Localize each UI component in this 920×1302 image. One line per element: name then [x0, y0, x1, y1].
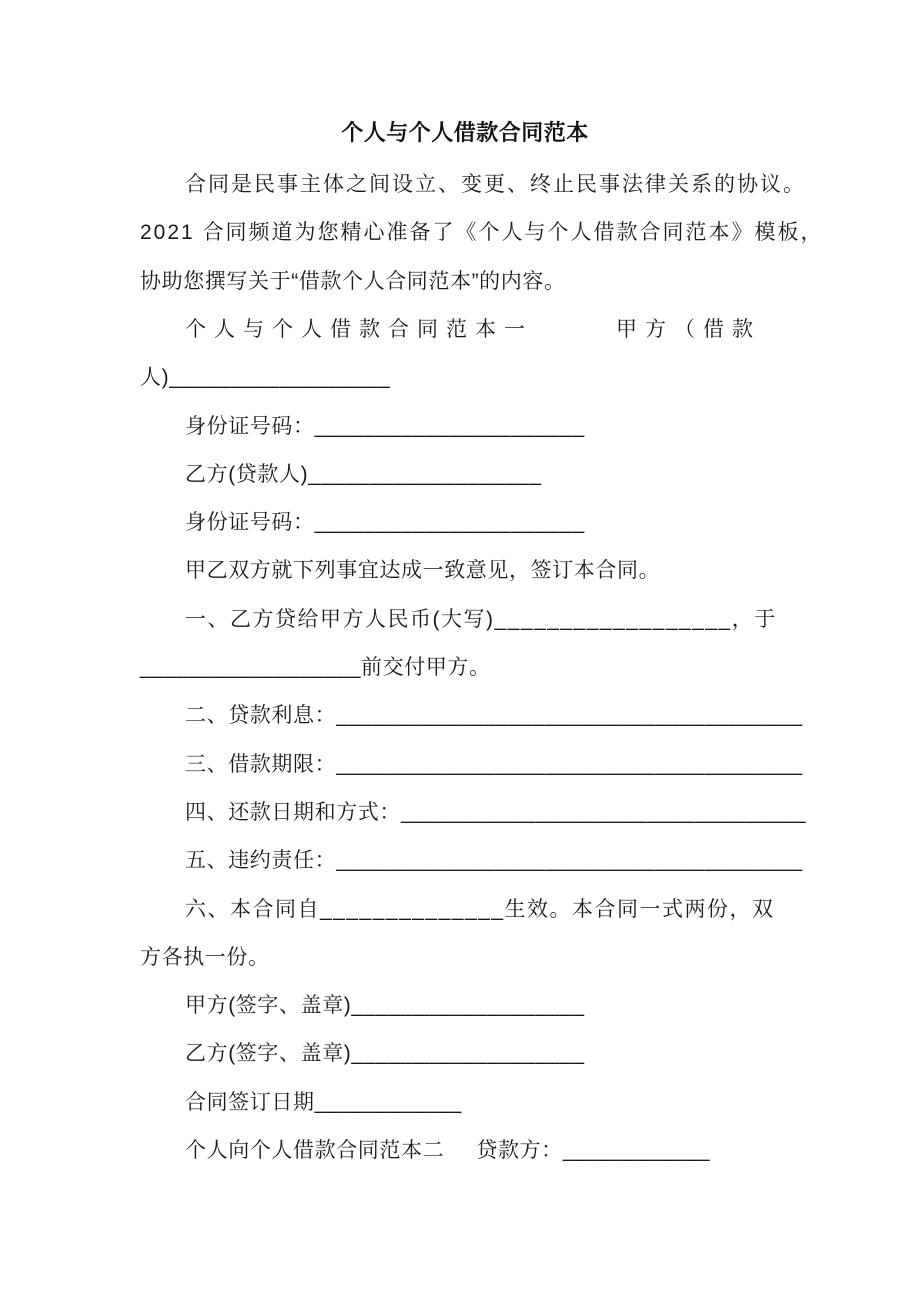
clause-5-liability-line: 五、违约责任：______________________________________: [185, 849, 803, 872]
signing-date-line: 合同签订日期____________: [185, 1091, 462, 1114]
party-a-signature-line: 甲方(签字、盖章)___________________: [185, 994, 585, 1017]
intro-line-2: 2021 合同频道为您精心准备了《个人与个人借款合同范本》模板，: [140, 221, 824, 244]
party-a-blank-line: 人)__________________: [140, 366, 391, 389]
section-one-heading: 个人与个人借款合同范本一 甲方（借款: [185, 318, 762, 341]
intro-line-1: 合同是民事主体之间设立、变更、终止民事法律关系的协议。: [185, 173, 806, 196]
clause-3-term-line: 三、借款期限：______________________________________: [185, 753, 803, 776]
clause-6-line-2: 方各执一份。: [140, 946, 270, 969]
clause-1-line-1: 一、乙方贷给甲方人民币(大写)__________________，于: [185, 608, 777, 631]
clause-6-line-1: 六、本合同自______________生效。本合同一式两份，双: [185, 898, 775, 921]
party-b-signature-line: 乙方(签字、盖章)___________________: [185, 1042, 585, 1065]
clause-1-line-2: __________________前交付甲方。: [140, 656, 491, 679]
party-a-id-line: 身份证号码：______________________: [185, 415, 585, 438]
clause-2-interest-line: 二、贷款利息：______________________________________: [185, 704, 803, 727]
document-title: 个人与个人借款合同范本: [341, 120, 589, 145]
section-two-heading: 个人向个人借款合同范本二 贷款方：____________: [185, 1139, 711, 1162]
party-b-id-line: 身份证号码：______________________: [185, 511, 585, 534]
clause-4-repayment-line: 四、还款日期和方式：_________________________________: [185, 801, 807, 824]
intro-line-3: 协助您撰写关于“借款个人合同范本”的内容。: [140, 270, 566, 293]
agreement-statement-line: 甲乙双方就下列事宜达成一致意见，签订本合同。: [185, 559, 661, 582]
party-b-line: 乙方(贷款人)___________________: [185, 463, 542, 486]
